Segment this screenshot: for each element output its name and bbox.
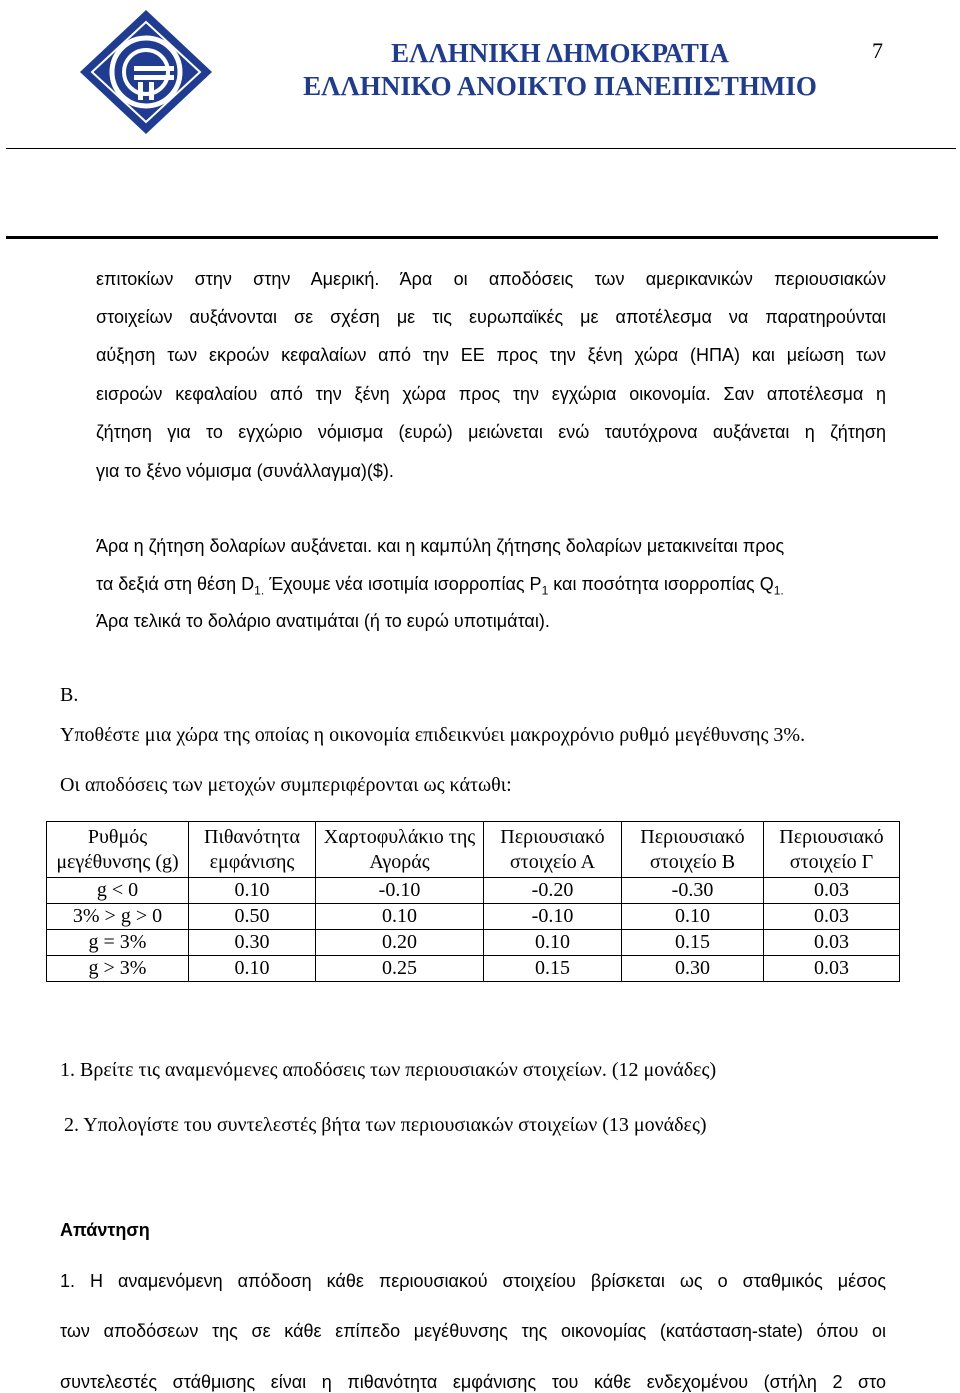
paragraph-line: ζήτηση για το εγχώριο νόμισμα (ευρώ) μειώνεται ενώ ταυτόχρονα αυξάνεται η ζήτηση — [96, 422, 886, 442]
table-cell: 0.15 — [622, 930, 764, 956]
table-cell: 0.03 — [764, 930, 900, 956]
table-cell: g < 0 — [47, 878, 189, 904]
table-row — [47, 956, 900, 982]
table-cell: 0.10 — [622, 904, 764, 930]
column-header: Χαρτοφυλάκιο της Αγοράς — [316, 822, 484, 878]
table-cell: 0.30 — [622, 956, 764, 982]
table-cell: -0.20 — [484, 878, 622, 904]
table-cell: 0.50 — [189, 904, 316, 930]
column-header: Περιουσιακό στοιχείο Α — [484, 822, 622, 878]
section-label: Β. — [60, 684, 79, 706]
header-title-line1: ΕΛΛΗΝΙΚΗ ΔΗΜΟΚΡΑΤΙΑ — [391, 38, 729, 68]
table-cell: g = 3% — [47, 930, 189, 956]
header-title-line2: ΕΛΛΗΝΙΚΟ ΑΝΟΙΚΤΟ ΠΑΝΕΠΙΣΤΗΜΙΟ — [303, 71, 817, 101]
paragraph2-line1: Άρα η ζήτηση δολαρίων αυξάνεται. και η καμπύλη ζήτησης δολαρίων μετακινείται προς — [96, 536, 785, 556]
question-2: 2. Υπολογίστε του συντελεστές βήτα των περιουσιακών στοιχείων (13 μονάδες) — [64, 1114, 707, 1136]
paragraph-line: αύξηση των εκροών κεφαλαίων από την ΕΕ προς την ξένη χώρα (ΗΠΑ) και μείωση των — [96, 345, 886, 365]
column-header: Περιουσιακό στοιχείο Β — [622, 822, 764, 878]
header-divider-thick — [6, 236, 938, 239]
paragraph-line: για το ξένο νόμισμα (συνάλλαγμα)($). — [96, 461, 394, 481]
column-header: Περιουσιακό στοιχείο Γ — [764, 822, 900, 878]
question-1: 1. Βρείτε τις αναμενόμενες αποδόσεις των περιουσιακών στοιχείων. (12 μονάδες) — [60, 1059, 717, 1081]
table-cell: -0.10 — [316, 878, 484, 904]
university-seal-icon — [78, 8, 214, 136]
table-cell: 0.20 — [316, 930, 484, 956]
table-cell: 0.25 — [316, 956, 484, 982]
table-cell: 0.10 — [189, 956, 316, 982]
paragraph2-line2: τα δεξιά στη θέση $D_{1.}$ Έχουμε νέα ισοτιμία ισορροπίας $P_1$ και ποσότητα ισορροπίας $Q_{1.}$ — [96, 574, 784, 598]
table-cell: 0.03 — [764, 878, 900, 904]
paragraph-line: επιτοκίων στην στην Αμερική. Άρα οι αποδόσεις των αμερικανικών περιουσιακών — [96, 269, 886, 289]
table-cell: 0.03 — [764, 956, 900, 982]
answer-line: των αποδόσεων της σε κάθε επίπεδο μεγέθυνσης της οικονομίας (κατάσταση-state) όπου οι — [60, 1321, 886, 1341]
table-cell: g > 3% — [47, 956, 189, 982]
column-header: Πιθανότητα εμφάνισης — [189, 822, 316, 878]
answer-line: 1. Η αναμενόμενη απόδοση κάθε περιουσιακού στοιχείου βρίσκεται ως ο σταθμικός μέσος — [60, 1271, 886, 1291]
section-intro: Υποθέστε μια χώρα της οποίας η οικονομία επιδεικνύει μακροχρόνιο ρυθμό μεγέθυνσης 3%. — [60, 724, 806, 746]
table-row — [47, 930, 900, 956]
table-header-row — [47, 822, 900, 878]
table-cell: -0.30 — [622, 878, 764, 904]
table-cell: 3% > g > 0 — [47, 904, 189, 930]
table-cell: -0.10 — [484, 904, 622, 930]
table-cell: 0.10 — [316, 904, 484, 930]
section-lead: Οι αποδόσεις των μετοχών συμπεριφέρονται ως κάτωθι: — [60, 774, 512, 796]
table-cell: 0.03 — [764, 904, 900, 930]
answer-heading: Απάντηση — [60, 1220, 150, 1240]
table-cell: 0.10 — [484, 930, 622, 956]
header-divider — [6, 148, 956, 149]
table-row — [47, 904, 900, 930]
column-header: Ρυθμός μεγέθυνσης (g) — [47, 822, 189, 878]
table-row — [47, 878, 900, 904]
page-number: 7 — [872, 38, 883, 63]
paragraph-line: στοιχείων αυξάνονται σε σχέση με τις ευρωπαϊκές με αποτέλεσμα να παρατηρούνται — [96, 307, 886, 327]
paragraph-line: εισροών κεφαλαίου από την ξένη χώρα προς την εγχώρια οικονομία. Σαν αποτέλεσμα η — [96, 384, 886, 404]
table-cell: 0.30 — [189, 930, 316, 956]
table-cell: 0.10 — [189, 878, 316, 904]
table-cell: 0.15 — [484, 956, 622, 982]
answer-line: συντελεστές στάθμισης είναι η πιθανότητα εμφάνισης του κάθε ενδεχομένου (στήλη 2 στο — [60, 1372, 886, 1392]
returns-table — [46, 821, 900, 982]
paragraph2-line3: Άρα τελικά το δολάριο ανατιμάται (ή το ευρώ υποτιμάται). — [96, 611, 550, 631]
